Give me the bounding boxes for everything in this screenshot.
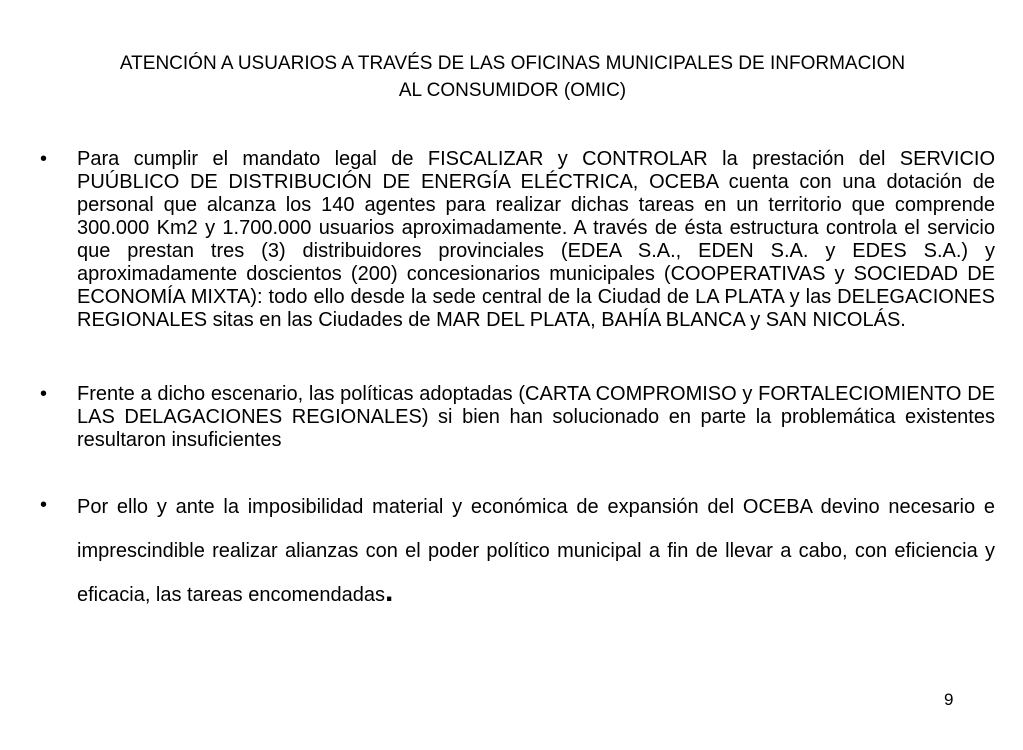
- bullet-text-1: Para cumplir el mandato legal de FISCALIZAR y CONTROLAR la prestación del SERVICIO PUÚBLICO DE DISTRIBUCIÓN DE ENERGÍA ELÉCTRICA, OCEBA cuenta con una dotación de personal que alcanza los 140 agentes para realizar dichas tareas en un territorio que comprende 300.000 Km2 y 1.700.000 usuarios aproximadamente. A través de ésta estructura controla el servicio que prestan tres (3) distribuidores provinciales (EDEA S.A., EDEN S.A. y EDES S.A.) y aproximadamente doscientos (200) concesionarios municipales (COOPERATIVAS y SOCIEDAD DE ECONOMÍA MIXTA): todo ello desde la sede central de la Ciudad de LA PLATA y las DELEGACIONES REGIONALES sitas en las Ciudades de MAR DEL PLATA, BAHÍA BLANCA y SAN NICOLÁS.: [77, 148, 995, 331]
- slide-title-line-2: AL CONSUMIDOR (OMIC): [398, 80, 627, 101]
- bullet-item-2: [40, 383, 995, 452]
- slide-title-line-1: ATENCIÓN A USUARIOS A TRAVÉS DE LAS OFICINAS MUNICIPALES DE INFORMACION: [119, 53, 906, 74]
- bullet-icon: •: [40, 148, 48, 170]
- page-number: 9: [944, 690, 954, 709]
- bullet-text-3-container: [77, 485, 995, 617]
- bullet-text-3-end-period: .: [384, 575, 394, 608]
- bullet-text-2: Frente a dicho escenario, las políticas adoptadas (CARTA COMPROMISO y FORTALECIOMIENTO DE LAS DELAGACIONES REGIONALES) si bien han solucionado en parte la problemática existentes resultaron insuficientes: [77, 383, 995, 451]
- bullet-item-1: [40, 148, 995, 332]
- bullet-item-3: [40, 494, 995, 617]
- bullet-icon: •: [40, 494, 48, 516]
- bullet-icon: •: [40, 383, 48, 405]
- bullet-text-3: Por ello y ante la imposibilidad material y económica de expansión del OCEBA devino necesario e imprescindible realizar alianzas con el poder político municipal a fin de llevar a cabo, con eficiencia y eficacia, las tareas encomendadas: [77, 496, 995, 606]
- slide-title: [40, 50, 985, 104]
